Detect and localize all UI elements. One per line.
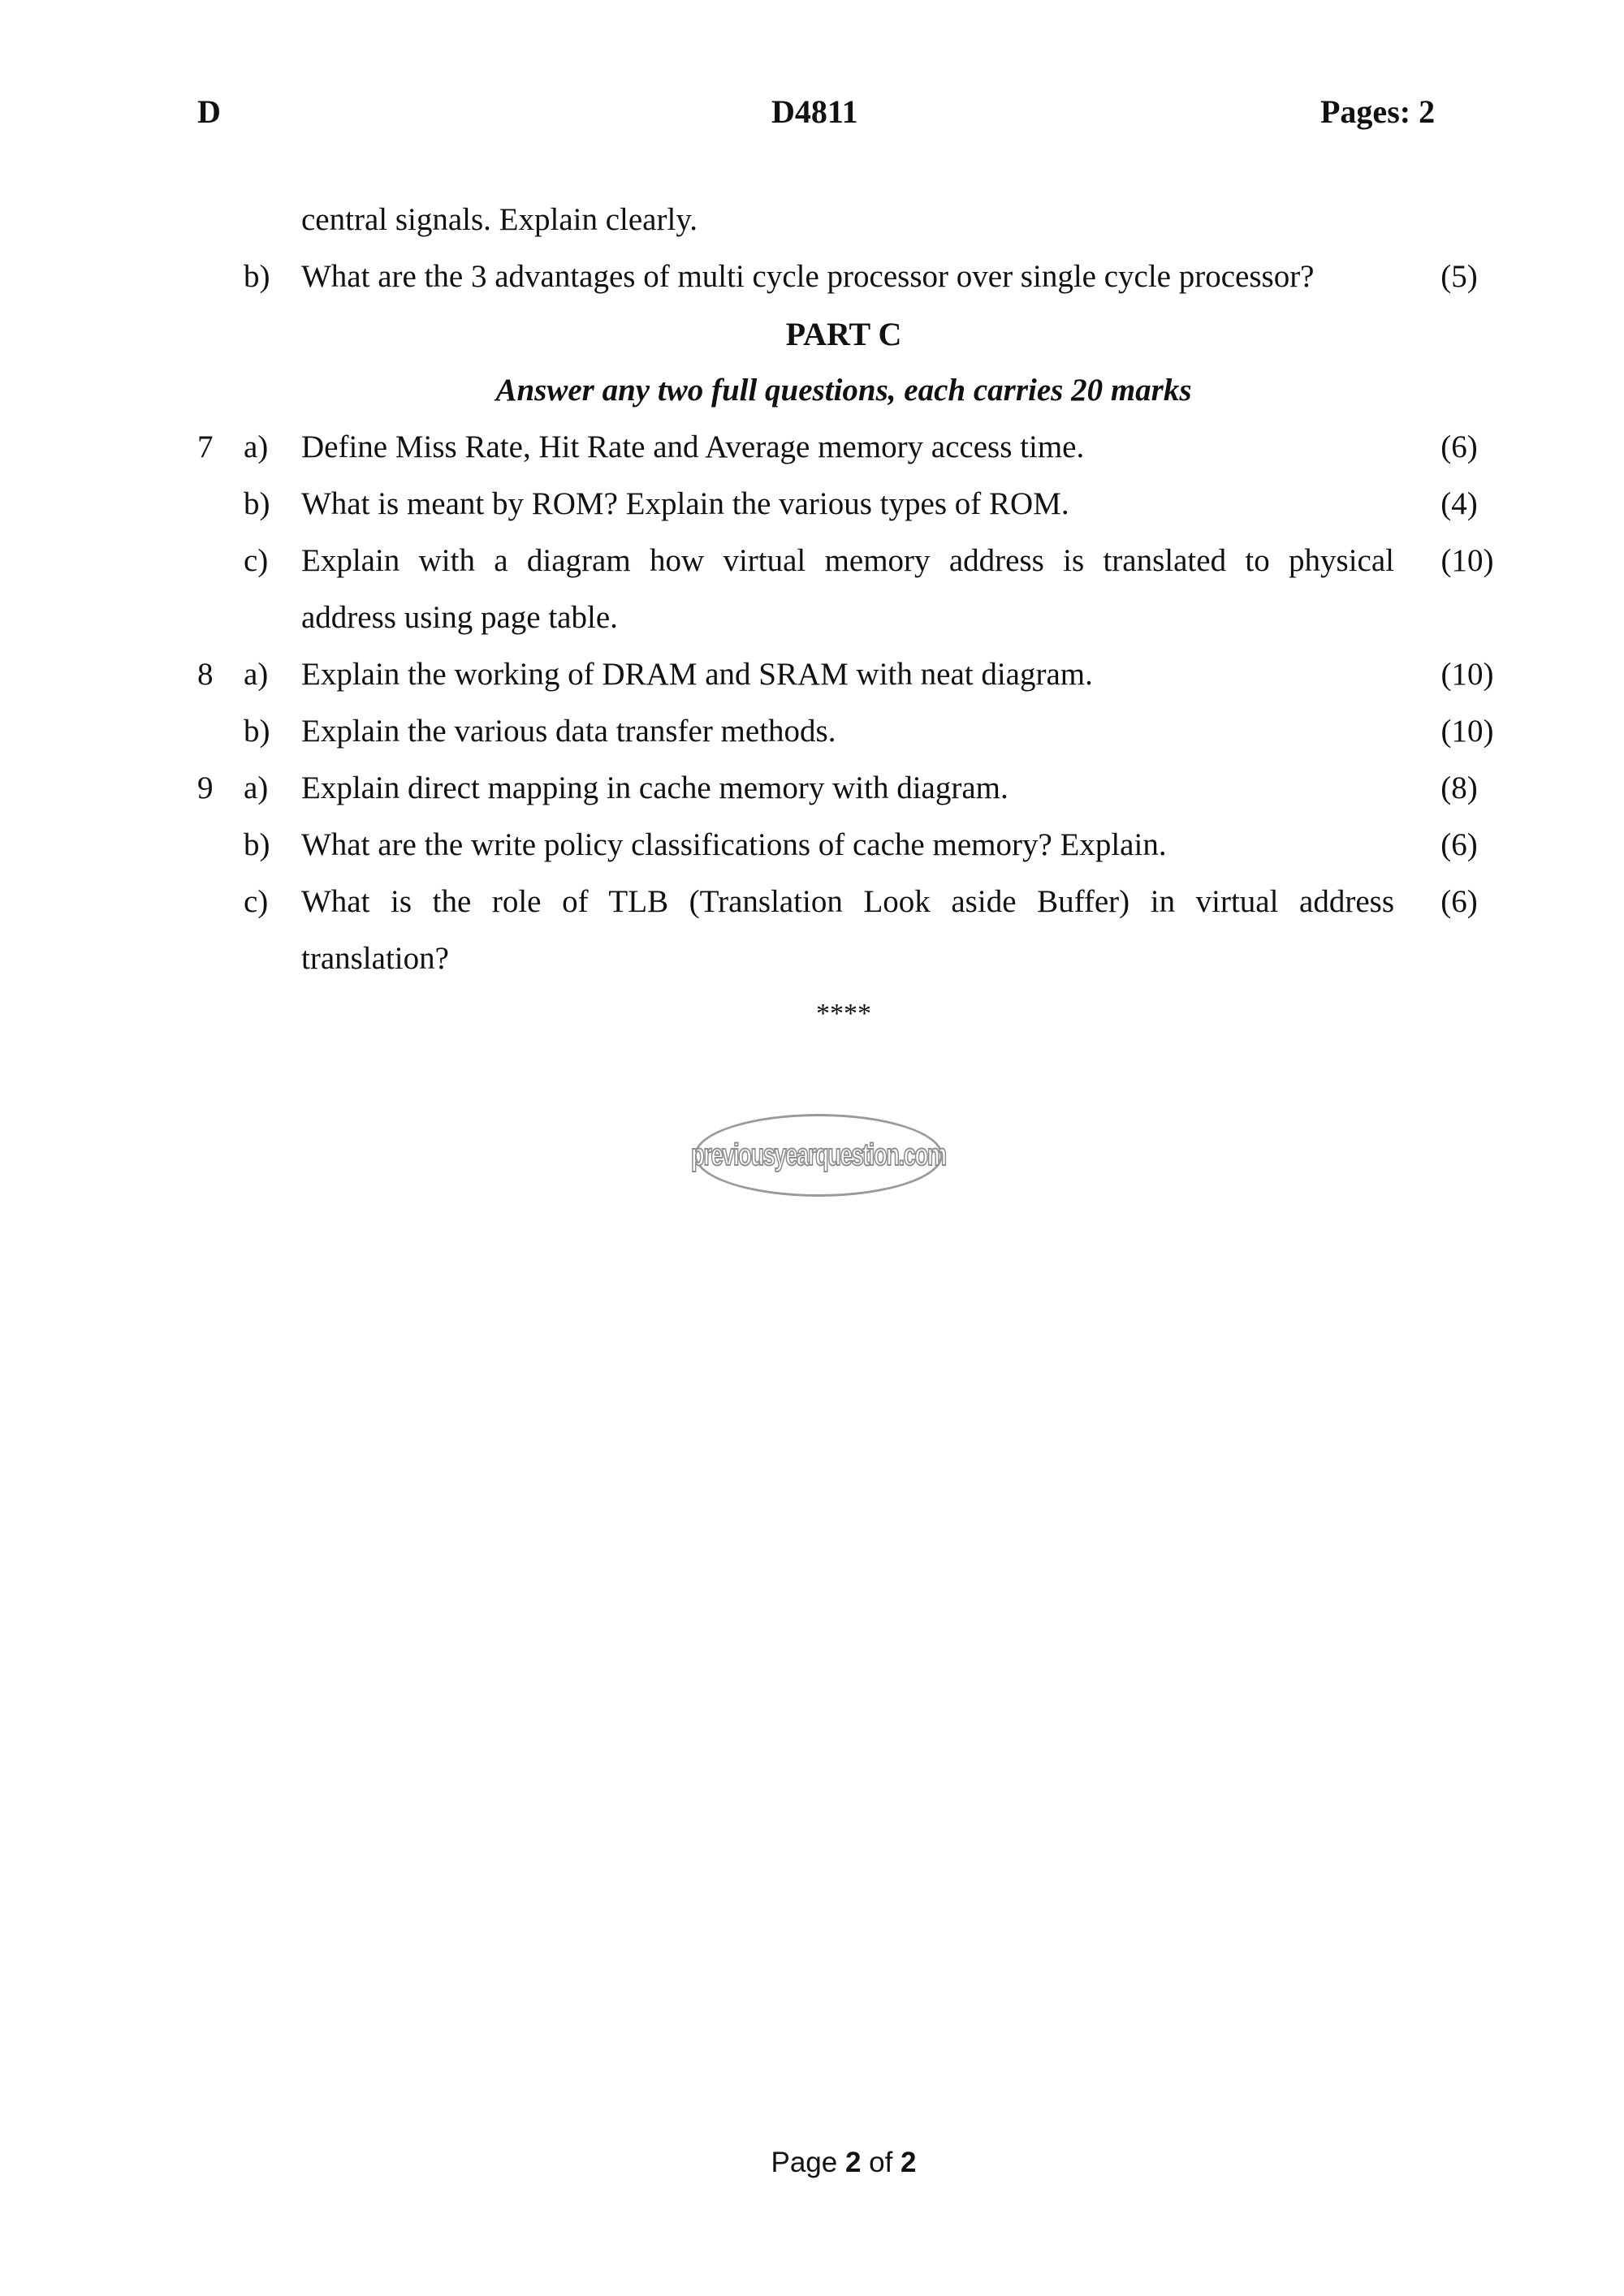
question-part-label: b) [244,714,270,749]
question-part-label: b) [244,486,270,521]
question-number: 7 [197,429,214,464]
question-number: 9 [197,770,214,805]
question-marks: (6) [1440,827,1478,862]
footer-middle: of [861,2147,901,2178]
question-text: Explain the working of DRAM and SRAM with neat diagram. [301,657,1093,692]
question-part-label: a) [244,770,269,805]
question-text: What are the write policy classifications of cache memory? Explain. [301,827,1167,862]
continuation-marks: (5) [1440,259,1478,294]
question-part-label: c) [244,543,269,578]
question-marks: (10) [1440,714,1494,749]
question-text-continuation: address using page table. [301,600,618,635]
question-marks: (8) [1440,770,1478,805]
page-footer [0,2147,1624,2179]
question-text: Define Miss Rate, Hit Rate and Average memory access time. [301,429,1085,464]
footer-total-pages: 2 [901,2147,917,2178]
question-part-label: a) [244,657,269,692]
header-pages: Pages: 2 [1320,93,1436,130]
continuation-question: What are the 3 advantages of multi cycle processor over single cycle processor? [301,259,1315,294]
question-part-label: c) [244,884,269,919]
question-text: What is meant by ROM? Explain the various types of ROM. [301,486,1069,521]
question-marks: (6) [1440,429,1478,464]
question-number: 8 [197,657,214,692]
continuation-sub-label: b) [244,259,270,294]
question-marks: (10) [1440,657,1494,692]
watermark-logo [691,1114,946,1197]
question-text: Explain with a diagram how virtual memory address is translated to physical [301,543,1394,578]
question-text: Explain direct mapping in cache memory with diagram. [301,770,1009,805]
question-marks: (4) [1440,486,1478,521]
footer-prefix: Page [771,2147,845,2178]
footer-current-page: 2 [844,2147,862,2178]
question-part-label: b) [244,827,270,862]
question-text: What is the role of TLB (Translation Look aside Buffer) in virtual address [301,884,1394,919]
header-paper-code: D4811 [771,93,858,130]
question-marks: (10) [1440,543,1494,578]
question-text-continuation: translation? [301,941,449,976]
question-marks: (6) [1440,884,1478,919]
end-marker: **** [816,999,871,1029]
part-title: PART C [785,316,902,352]
part-instruction: Answer any two full questions, each carries 20 marks [495,373,1192,408]
continuation-text: central signals. Explain clearly. [301,202,698,237]
question-text: Explain the various data transfer methods. [301,714,836,749]
question-part-label: a) [244,429,269,464]
header-series: D [197,93,221,130]
watermark-text: previousyearquestion.com [691,1137,946,1172]
